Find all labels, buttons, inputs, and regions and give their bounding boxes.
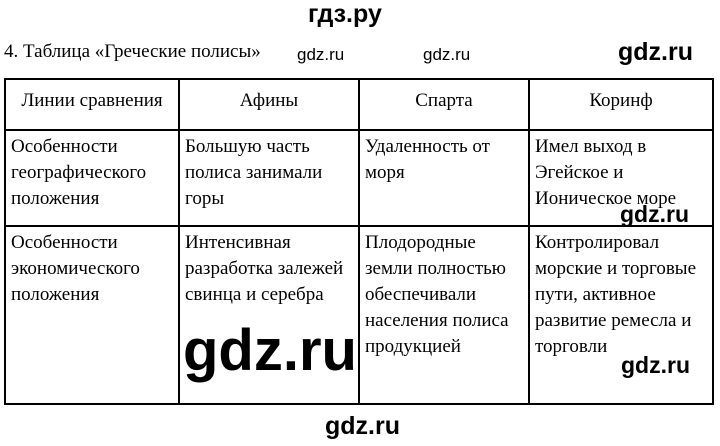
polis-table [4, 78, 714, 405]
header-cell: Афины [179, 79, 359, 130]
header-cell: Коринф [529, 79, 713, 130]
table-cell: Контролировал морские и торговые пути, активное развитие ремесла и торговли [529, 226, 713, 404]
header-cell: Линии сравнения [5, 79, 179, 130]
watermark-small: gdz.ru [297, 45, 345, 64]
watermark-right: gdz.ru [618, 38, 693, 66]
watermark-bottom: gdz.ru [325, 412, 400, 440]
watermark-top: гдз.ру [308, 0, 382, 28]
table-cell: Большую часть полиса занимали горы [179, 130, 359, 226]
table-row [5, 226, 713, 404]
watermark-large: gdz.ru [183, 318, 357, 383]
table-cell: Особенности экономического положения [5, 226, 179, 404]
table-cell: Особенности географического положения [5, 130, 179, 226]
table-cell: Интенсивная разработка залежей свинца и серебра [179, 226, 359, 404]
page-title: 4. Таблица «Греческие полисы» [4, 41, 261, 62]
watermark-right: gdz.ru [621, 352, 690, 378]
table-cell: Плодородные земли полностью обеспечивали населения полиса продукцией [359, 226, 529, 404]
table-row [5, 130, 713, 226]
table-cell: Удаленность от моря [359, 130, 529, 226]
header-cell: Спарта [359, 79, 529, 130]
watermark-right: gdz.ru [620, 201, 689, 227]
watermark-small: gdz.ru [423, 45, 471, 64]
table-header-row [5, 79, 713, 130]
table-cell: Имел выход в Эгейское и Ионическое море [529, 130, 713, 226]
